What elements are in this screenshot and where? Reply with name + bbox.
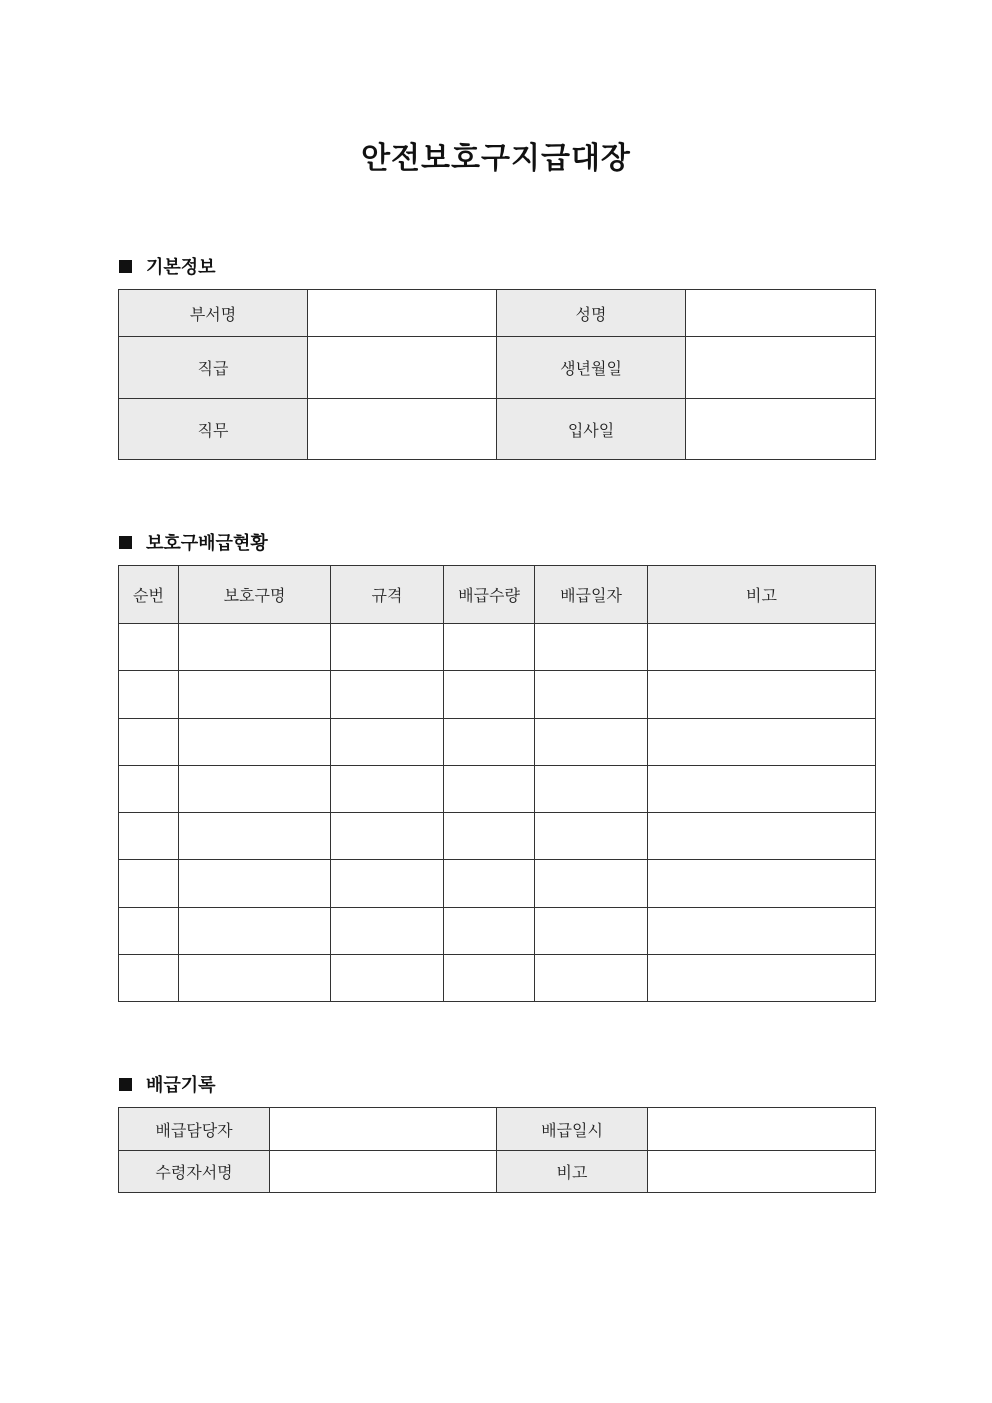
section-heading-distribution-status <box>119 529 268 555</box>
cell-quantity[interactable] <box>444 908 535 955</box>
table-row <box>119 955 876 1002</box>
table-row <box>119 1108 876 1151</box>
cell-spec[interactable] <box>331 671 444 719</box>
table-row <box>119 399 876 460</box>
cell-equipment-name[interactable] <box>179 719 331 766</box>
field-name[interactable] <box>686 290 876 337</box>
label-distributor: 배급담당자 <box>119 1108 270 1151</box>
cell-equipment-name[interactable] <box>179 955 331 1002</box>
cell-no[interactable] <box>119 813 179 860</box>
cell-remarks[interactable] <box>648 671 876 719</box>
field-hire-date[interactable] <box>686 399 876 460</box>
table-row <box>119 813 876 860</box>
cell-quantity[interactable] <box>444 860 535 908</box>
cell-date[interactable] <box>535 813 648 860</box>
column-header-remarks: 비고 <box>648 566 876 624</box>
basic-info-table <box>118 289 876 460</box>
label-position: 직급 <box>119 337 308 399</box>
field-duty[interactable] <box>308 399 497 460</box>
field-recipient-signature[interactable] <box>270 1151 497 1193</box>
cell-remarks[interactable] <box>648 624 876 671</box>
cell-no[interactable] <box>119 671 179 719</box>
cell-quantity[interactable] <box>444 719 535 766</box>
page-title: 안전보호구지급대장 <box>361 141 631 176</box>
table-row <box>119 860 876 908</box>
section-heading-distribution-record <box>119 1071 216 1097</box>
table-row <box>119 908 876 955</box>
square-bullet-icon <box>119 536 132 549</box>
column-header-quantity: 배급수량 <box>444 566 535 624</box>
cell-no[interactable] <box>119 955 179 1002</box>
cell-spec[interactable] <box>331 766 444 813</box>
section-heading-basic-info <box>119 253 216 279</box>
table-row <box>119 290 876 337</box>
cell-equipment-name[interactable] <box>179 624 331 671</box>
cell-no[interactable] <box>119 860 179 908</box>
cell-date[interactable] <box>535 671 648 719</box>
distribution-status-body <box>119 624 876 1002</box>
cell-equipment-name[interactable] <box>179 671 331 719</box>
cell-date[interactable] <box>535 860 648 908</box>
section-heading-label: 기본정보 <box>146 257 216 278</box>
cell-quantity[interactable] <box>444 671 535 719</box>
cell-quantity[interactable] <box>444 624 535 671</box>
cell-date[interactable] <box>535 955 648 1002</box>
table-row <box>119 1151 876 1193</box>
section-heading-label: 보호구배급현황 <box>146 533 268 554</box>
cell-no[interactable] <box>119 766 179 813</box>
cell-spec[interactable] <box>331 860 444 908</box>
cell-date[interactable] <box>535 624 648 671</box>
cell-remarks[interactable] <box>648 813 876 860</box>
column-header-no: 순번 <box>119 566 179 624</box>
section-heading-label: 배급기록 <box>146 1075 216 1096</box>
label-name: 성명 <box>497 290 686 337</box>
cell-remarks[interactable] <box>648 719 876 766</box>
square-bullet-icon <box>119 1078 132 1091</box>
table-row <box>119 624 876 671</box>
table-row <box>119 671 876 719</box>
label-birthdate: 생년월일 <box>497 337 686 399</box>
cell-remarks[interactable] <box>648 860 876 908</box>
label-record-remarks: 비고 <box>497 1151 648 1193</box>
square-bullet-icon <box>119 260 132 273</box>
label-duty: 직무 <box>119 399 308 460</box>
cell-spec[interactable] <box>331 813 444 860</box>
field-distribution-datetime[interactable] <box>648 1108 876 1151</box>
cell-remarks[interactable] <box>648 766 876 813</box>
cell-date[interactable] <box>535 908 648 955</box>
cell-no[interactable] <box>119 719 179 766</box>
cell-spec[interactable] <box>331 719 444 766</box>
column-header-spec: 규격 <box>331 566 444 624</box>
column-header-equipment-name: 보호구명 <box>179 566 331 624</box>
field-department[interactable] <box>308 290 497 337</box>
cell-quantity[interactable] <box>444 813 535 860</box>
field-distributor[interactable] <box>270 1108 497 1151</box>
cell-equipment-name[interactable] <box>179 813 331 860</box>
cell-no[interactable] <box>119 624 179 671</box>
cell-remarks[interactable] <box>648 908 876 955</box>
distribution-record-table <box>118 1107 876 1193</box>
cell-equipment-name[interactable] <box>179 860 331 908</box>
cell-no[interactable] <box>119 908 179 955</box>
cell-equipment-name[interactable] <box>179 908 331 955</box>
table-row <box>119 719 876 766</box>
cell-quantity[interactable] <box>444 955 535 1002</box>
label-hire-date: 입사일 <box>497 399 686 460</box>
label-distribution-datetime: 배급일시 <box>497 1108 648 1151</box>
table-row <box>119 337 876 399</box>
field-record-remarks[interactable] <box>648 1151 876 1193</box>
distribution-status-table <box>118 565 876 1002</box>
cell-spec[interactable] <box>331 955 444 1002</box>
label-department: 부서명 <box>119 290 308 337</box>
cell-spec[interactable] <box>331 624 444 671</box>
field-birthdate[interactable] <box>686 337 876 399</box>
column-header-date: 배급일자 <box>535 566 648 624</box>
field-position[interactable] <box>308 337 497 399</box>
cell-quantity[interactable] <box>444 766 535 813</box>
label-recipient-signature: 수령자서명 <box>119 1151 270 1193</box>
cell-date[interactable] <box>535 719 648 766</box>
cell-equipment-name[interactable] <box>179 766 331 813</box>
table-row <box>119 766 876 813</box>
table-header-row <box>119 566 876 624</box>
cell-remarks[interactable] <box>648 955 876 1002</box>
cell-spec[interactable] <box>331 908 444 955</box>
cell-date[interactable] <box>535 766 648 813</box>
